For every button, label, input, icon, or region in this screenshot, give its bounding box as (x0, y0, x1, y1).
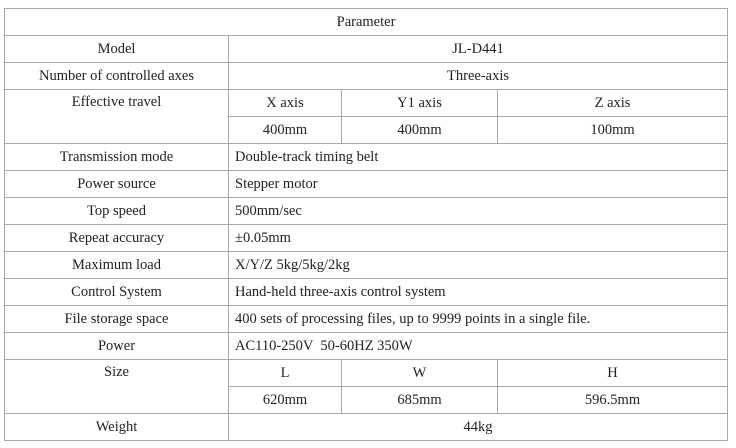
spec-table-container (4, 8, 728, 441)
row-value-transmission: Double-track timing belt (229, 144, 728, 171)
row-label-axes: Number of controlled axes (5, 63, 229, 90)
row-value-file-storage: 400 sets of processing files, up to 9999 points in a single file. (229, 306, 728, 333)
travel-y1-header: Y1 axis (342, 90, 498, 117)
row-label-transmission: Transmission mode (5, 144, 229, 171)
table-row (5, 90, 728, 117)
size-l-value: 620mm (229, 387, 342, 414)
row-value-control-system: Hand-held three-axis control system (229, 279, 728, 306)
table-row (5, 360, 728, 387)
table-row (5, 36, 728, 63)
table-row (5, 63, 728, 90)
row-value-max-load: X/Y/Z 5kg/5kg/2kg (229, 252, 728, 279)
table-row (5, 144, 728, 171)
row-label-model: Model (5, 36, 229, 63)
row-value-weight: 44kg (229, 414, 728, 441)
table-title: Parameter (5, 9, 728, 36)
size-h-value: 596.5mm (498, 387, 728, 414)
row-label-control-system: Control System (5, 279, 229, 306)
table-row (5, 225, 728, 252)
table-row (5, 333, 728, 360)
size-w-value: 685mm (342, 387, 498, 414)
size-l-header: L (229, 360, 342, 387)
table-row (5, 252, 728, 279)
row-label-file-storage: File storage space (5, 306, 229, 333)
table-row (5, 171, 728, 198)
table-row (5, 414, 728, 441)
table-row (5, 306, 728, 333)
table-header-row (5, 9, 728, 36)
row-label-travel: Effective travel (5, 90, 229, 144)
row-label-power: Power (5, 333, 229, 360)
row-value-model: JL-D441 (229, 36, 728, 63)
parameter-table (4, 8, 728, 441)
travel-x-header: X axis (229, 90, 342, 117)
row-value-top-speed: 500mm/sec (229, 198, 728, 225)
table-row (5, 198, 728, 225)
travel-x-value: 400mm (229, 117, 342, 144)
row-label-power-source: Power source (5, 171, 229, 198)
travel-z-value: 100mm (498, 117, 728, 144)
row-value-power-source: Stepper motor (229, 171, 728, 198)
row-label-weight: Weight (5, 414, 229, 441)
row-value-power: AC110-250V 50-60HZ 350W (229, 333, 728, 360)
table-row (5, 279, 728, 306)
size-h-header: H (498, 360, 728, 387)
travel-y1-value: 400mm (342, 117, 498, 144)
row-label-repeat-accuracy: Repeat accuracy (5, 225, 229, 252)
row-label-top-speed: Top speed (5, 198, 229, 225)
row-value-repeat-accuracy: ±0.05mm (229, 225, 728, 252)
row-label-size: Size (5, 360, 229, 414)
size-w-header: W (342, 360, 498, 387)
row-label-max-load: Maximum load (5, 252, 229, 279)
row-value-axes: Three-axis (229, 63, 728, 90)
travel-z-header: Z axis (498, 90, 728, 117)
